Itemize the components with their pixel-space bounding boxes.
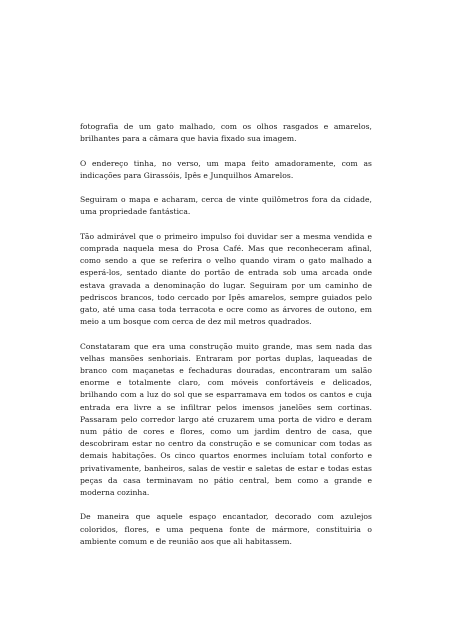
paragraph-2: O endereço tinha, no verso, um mapa feito amadoramente, com as indicações para Girassóis, Ipês e Junquilhos Amarelos. bbox=[80, 158, 372, 180]
paragraph-3: Seguiram o mapa e acharam, cerca de vinte quilômetros fora da cidade, uma propriedade fantástica. bbox=[80, 195, 372, 217]
body-text bbox=[80, 121, 372, 548]
paragraph-1: fotografia de um gato malhado, com os olhos rasgados e amarelos, brilhantes para a câmara que havia fixado sua imagem. bbox=[80, 122, 372, 144]
paragraph-4: Tão admirável que o primeiro impulso foi duvidar ser a mesma vendida e comprada naquela mesa do Prosa Café. Mas que reconheceram afinal, como sendo a que se referira o velho quando viram o gato malhado a esperá-los, sentado diante do portão de entrada sob uma arcada onde estava gravada a denominação do lugar. Seguiram por um caminho de pedriscos brancos, todo cercado por Ipês amarelos, sempre guiados pelo gato, até uma casa toda terracota e ocre como as árvores de outono, em meio a um bosque com cerca de dez mil metros quadrados. bbox=[80, 231, 372, 327]
paragraph-5: Constataram que era uma construção muito grande, mas sem nada das velhas mansões senhoriais. Entraram por portas duplas, laqueadas de branco com maçanetas e fechaduras douradas, encontraram um salão enorme e totalmente claro, com móveis confortáveis e delicados, brilhando com a luz do sol que se esparramava em todos os cantos e cuja entrada era livre a se infiltrar pelos imensos janelões sem cortinas. Passaram pelo corredor largo até cruzarem uma porta de vidro e deram num pátio de cores e flores, como um jardim dentro de casa, que descobriram estar no centro da construção e se comunicar com todas as demais habitações. Os cinco quartos enormes incluíam total conforto e privativamente, banheiros, salas de vestir e saletas de estar e todas estas peças da casa terminavam no pátio central, bem como a grande e moderna cozinha. bbox=[80, 341, 372, 498]
paragraph-6: De maneira que aquele espaço encantador, decorado com azulejos coloridos, flores, e uma pequena fonte de mármore, constituiria o ambiente comum e de reunião aos que ali habitassem. bbox=[80, 512, 372, 546]
